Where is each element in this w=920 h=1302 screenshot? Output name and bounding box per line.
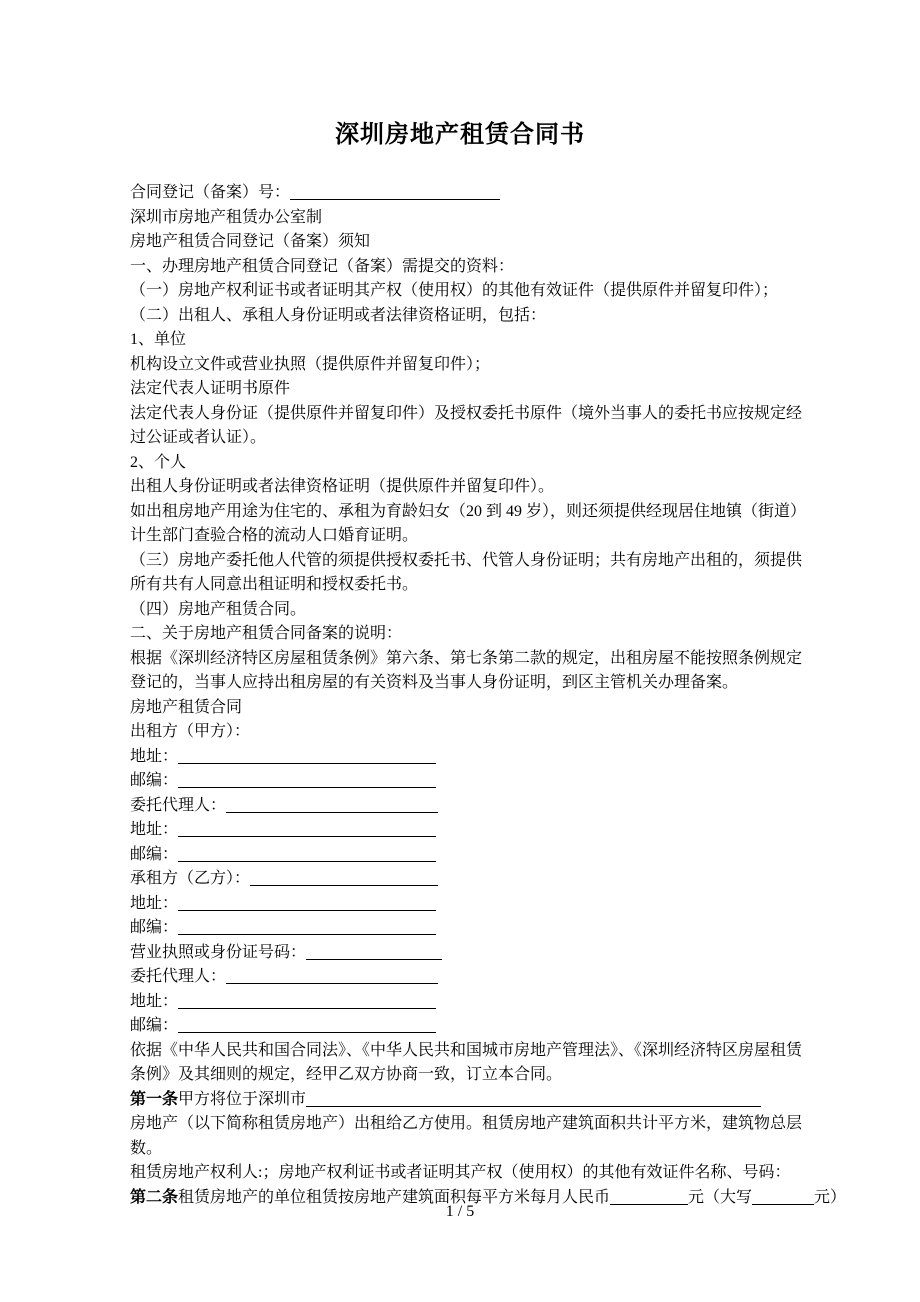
document-line <box>130 720 890 745</box>
document-line <box>130 377 890 402</box>
document-line <box>130 328 890 353</box>
text-run: 元（大写 <box>688 1188 753 1206</box>
text-run: 过公证或者认证）。 <box>130 429 267 446</box>
text-run: 条例》及其细则的规定，经甲乙双方协商一致，订立本合同。 <box>130 1066 563 1083</box>
text-run: 出租方（甲方）： <box>130 723 251 740</box>
text-run: （二）出租人、承租人身份证明或者法律资格证明，包括： <box>130 306 547 324</box>
document-line <box>130 573 890 598</box>
text-run: 所有共有人同意出租证明和授权委托书。 <box>130 576 419 593</box>
document-line <box>130 745 890 770</box>
document-line <box>130 353 890 378</box>
text-run: 一、办理房地产租赁合同登记（备案）需提交的资料： <box>130 257 515 275</box>
text-run: 2、个人 <box>130 453 187 471</box>
text-run: 房地产租赁合同登记（备案）须知 <box>130 233 371 250</box>
blank-underline <box>226 796 438 813</box>
clause-heading: 第一条 <box>130 1090 179 1108</box>
blank-underline <box>178 894 436 911</box>
document-line <box>130 524 890 549</box>
document-line <box>130 500 890 525</box>
document-line <box>130 426 890 451</box>
blank-underline <box>306 943 442 960</box>
blank-underline <box>178 845 436 862</box>
text-run: 法定代表人证明书原件 <box>130 380 291 397</box>
document-line <box>130 647 890 672</box>
text-run: 登记的，当事人应持出租房屋的有关资料及当事人身份证明，到区主管机关办理备案。 <box>130 674 739 691</box>
text-run: 计生部门查验合格的流动人口婚育证明。 <box>130 527 419 544</box>
text-run: 房地产（以下简称租赁房地产）出租给乙方使用。租赁房地产建筑面积共计平方米，建筑物总层 <box>130 1115 803 1132</box>
document-line <box>130 279 890 304</box>
text-run: 如出租房地产用途为住宅的、承租为育龄妇女（20 到 49 岁），则还须提供经现居住地镇（街道） <box>130 502 807 520</box>
blank-underline <box>178 992 436 1009</box>
text-run: 甲方将位于深圳市 <box>178 1090 307 1108</box>
document-line <box>130 255 890 280</box>
document-line <box>130 671 890 696</box>
text-run: 房地产租赁合同 <box>130 698 243 716</box>
document-line <box>130 794 890 819</box>
text-run: （一）房地产权利证书或者证明其产权（使用权）的其他有效证件（提供原件并留复印件）； <box>130 282 779 299</box>
text-run: 二、关于房地产租赁合同备案的说明： <box>130 625 403 642</box>
document-line <box>130 230 890 255</box>
document-line <box>130 1063 890 1088</box>
text-run: 深圳市房地产租赁办公室制 <box>130 208 323 226</box>
document-line <box>130 867 890 892</box>
blank-underline <box>610 1188 688 1205</box>
text-run: 地址： <box>130 894 179 912</box>
document-line <box>130 1137 890 1162</box>
document-line <box>130 549 890 574</box>
text-run: （四）房地产租赁合同。 <box>130 600 307 618</box>
blank-underline <box>226 967 438 984</box>
document-line <box>130 1112 890 1137</box>
text-run: 地址： <box>130 747 179 765</box>
text-run: 邮编： <box>130 1017 179 1034</box>
text-run: 邮编： <box>130 845 179 863</box>
text-run: 租赁房地产权利人:；房地产权利证书或者证明其产权（使用权）的其他有效证件名称、号码： <box>130 1164 791 1181</box>
document-line <box>130 696 890 721</box>
document-line <box>130 1039 890 1064</box>
text-run: 委托代理人： <box>130 968 227 985</box>
document-line <box>130 402 890 427</box>
text-run: 地址： <box>130 992 179 1010</box>
blank-underline <box>250 869 438 886</box>
text-run: （三）房地产委托他人代管的须提供授权委托书、代管人身份证明；共有房地产出租的，须提供 <box>130 551 803 569</box>
text-run: 承租方（乙方）： <box>130 870 251 887</box>
text-run: 地址： <box>130 821 179 838</box>
document-line <box>130 622 890 647</box>
document-line <box>130 990 890 1015</box>
page-number-indicator: 1 / 5 <box>445 1203 475 1220</box>
blank-underline <box>178 820 436 837</box>
document-line <box>130 304 890 329</box>
blank-underline <box>178 1016 436 1033</box>
document-line <box>130 1014 890 1039</box>
document-line <box>130 206 890 231</box>
text-run: 元） <box>814 1188 847 1206</box>
text-run: 依据《中华人民共和国合同法》、《中华人民共和国城市房地产管理法》、《深圳经济特区房屋租赁 <box>130 1041 803 1059</box>
document-line <box>130 1161 890 1186</box>
clause-heading: 第二条 <box>130 1188 179 1206</box>
text-run: 营业执照或身份证号码： <box>130 943 307 961</box>
blank-underline <box>178 771 436 788</box>
blank-underline <box>752 1188 814 1205</box>
document-line <box>130 769 890 794</box>
document-line <box>130 451 890 476</box>
text-run: 合同登记（备案）号： <box>130 184 291 201</box>
text-run: 根据《深圳经济特区房屋租赁条例》第六条、第七条第二款的规定，出租房屋不能按照条例规定 <box>130 649 803 667</box>
document-body <box>130 181 890 1210</box>
document-title: 深圳房地产租赁合同书 <box>335 122 585 148</box>
document-line <box>130 843 890 868</box>
text-run: 1、单位 <box>130 331 187 348</box>
document-line <box>130 965 890 990</box>
document-line <box>130 818 890 843</box>
text-run: 法定代表人身份证（提供原件并留复印件）及授权委托书原件（境外当事人的委托书应按规定经 <box>130 404 803 422</box>
text-run: 委托代理人： <box>130 796 227 814</box>
document-line <box>130 892 890 917</box>
blank-underline <box>290 183 500 200</box>
text-run: 出租人身份证明或者法律资格证明（提供原件并留复印件）。 <box>130 478 555 495</box>
blank-underline <box>306 1090 761 1107</box>
blank-underline <box>178 918 436 935</box>
document-line <box>130 941 890 966</box>
text-run: 邮编： <box>130 919 179 936</box>
document-line <box>130 1088 890 1113</box>
text-run: 邮编： <box>130 772 179 789</box>
blank-underline <box>178 747 436 764</box>
text-run: 机构设立文件或营业执照（提供原件并留复印件）； <box>130 355 491 373</box>
text-run: 数。 <box>130 1139 163 1157</box>
text-run: 租赁房地产的单位租赁按房地产建筑面积每平方米每月人民币 <box>178 1188 611 1206</box>
document-line <box>130 598 890 623</box>
document-line <box>130 181 890 206</box>
document-line <box>130 475 890 500</box>
document-line <box>130 916 890 941</box>
